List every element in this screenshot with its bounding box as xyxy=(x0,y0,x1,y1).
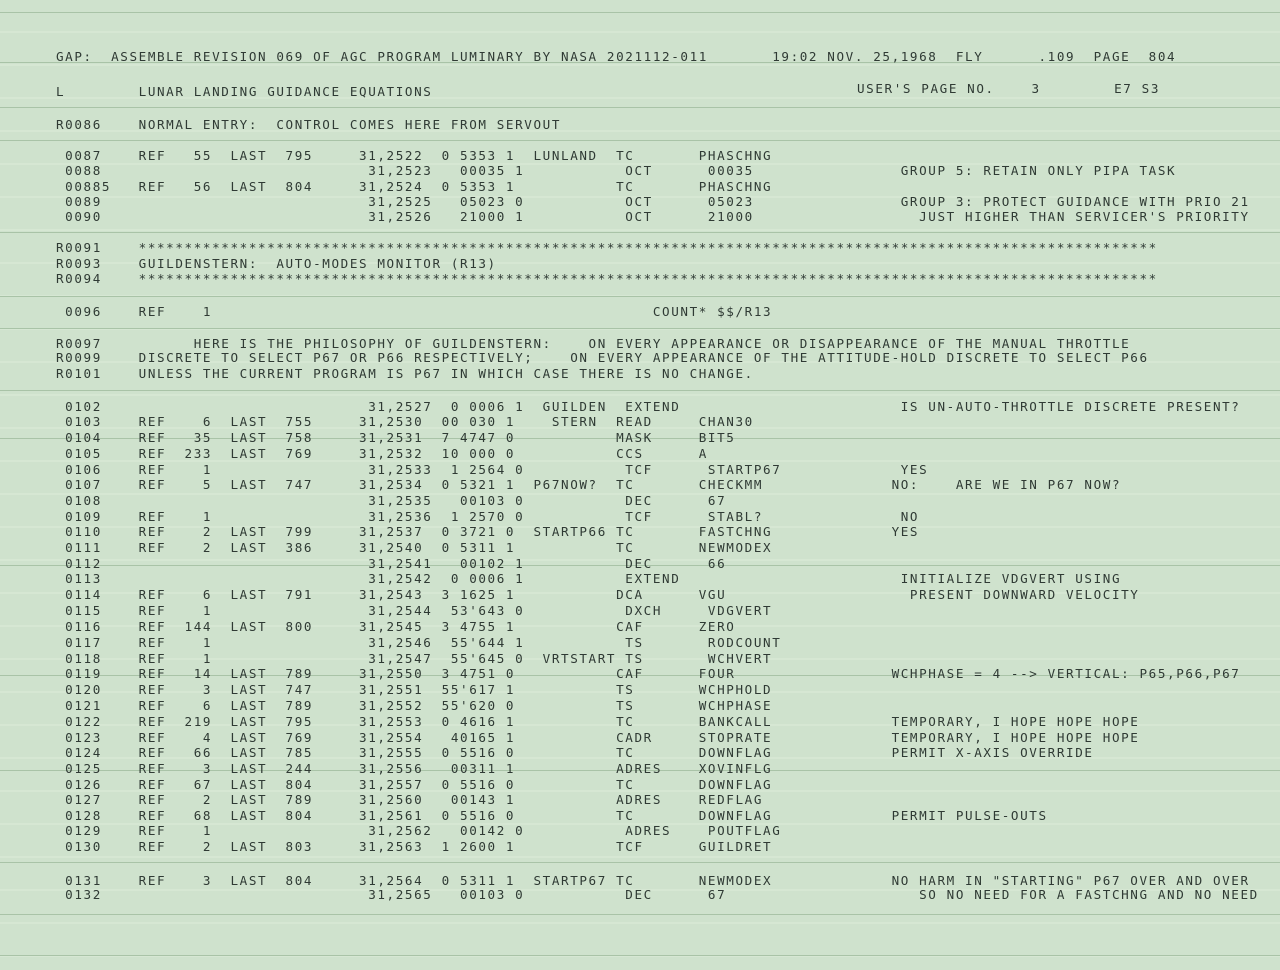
rule-line xyxy=(0,390,1280,391)
listing-line: 0125 REF 3 LAST 244 31,2556 00311 1 ADRES XOVINFLG xyxy=(56,761,773,776)
listing-line: 0102 31,2527 0 0006 1 GUILDEN EXTEND IS UN-AUTO-THROTTLE DISCRETE PRESENT? xyxy=(56,399,1241,414)
listing-line: 0119 REF 14 LAST 789 31,2550 3 4751 0 CAF FOUR WCHPHASE = 4 --> VERTICAL: P65,P66,P67 xyxy=(56,666,1241,681)
listing-line: 0131 REF 3 LAST 804 31,2564 0 5311 1 STARTP67 TC NEWMODEX NO HARM IN "STARTING" P67 OVER AND OVER xyxy=(56,873,1250,888)
rule-line xyxy=(0,328,1280,329)
listing-line: 0096 REF 1 COUNT* $$/R13 xyxy=(56,304,773,319)
rule-line xyxy=(0,107,1280,108)
rule-line xyxy=(0,140,1280,141)
listing-line: 0132 31,2565 00103 0 DEC 67 SO NO NEED FOR A FASTCHNG AND NO NEED xyxy=(56,887,1259,902)
listing-line: 0110 REF 2 LAST 799 31,2537 0 3721 0 STARTP66 TC FASTCHNG YES xyxy=(56,524,920,539)
listing-line: 0089 31,2525 05023 0 OCT 05023 GROUP 3: PROTECT GUIDANCE WITH PRIO 21 xyxy=(56,194,1250,209)
listing-line: 0118 REF 1 31,2547 55'645 0 VRTSTART TS WCHVERT xyxy=(56,651,773,666)
rule-line xyxy=(0,12,1280,13)
listing-line: 0121 REF 6 LAST 789 31,2552 55'620 0 TS WCHPHASE xyxy=(56,698,773,713)
listing-line: R0094 *************************************************************************************************************** xyxy=(56,271,1158,286)
listing-line: 0108 31,2535 00103 0 DEC 67 xyxy=(56,493,727,508)
listing-line: 00885 REF 56 LAST 804 31,2524 0 5353 1 TC PHASCHNG xyxy=(56,179,773,194)
rule-line xyxy=(0,862,1280,863)
listing-line: 0128 REF 68 LAST 804 31,2561 0 5516 0 TC DOWNFLAG PERMIT PULSE-OUTS xyxy=(56,808,1048,823)
rule-line xyxy=(0,955,1280,956)
listing-line: R0091 *************************************************************************************************************** xyxy=(56,240,1158,255)
listing-line: 0105 REF 233 LAST 769 31,2532 10 000 0 CCS A xyxy=(56,446,708,461)
page-header: GAP: ASSEMBLE REVISION 069 OF AGC PROGRAM LUMINARY BY NASA 2021112-011 19:02 NOV. 25,1968 FLY .109 PAGE 804 xyxy=(56,49,1177,64)
listing-line: R0101 UNLESS THE CURRENT PROGRAM IS P67 IN WHICH CASE THERE IS NO CHANGE. xyxy=(56,366,754,381)
listing-line: 0106 REF 1 31,2533 1 2564 0 TCF STARTP67 YES xyxy=(56,462,929,477)
listing-line: 0122 REF 219 LAST 795 31,2553 0 4616 1 TC BANKCALL TEMPORARY, I HOPE HOPE HOPE xyxy=(56,714,1140,729)
listing-line: 0115 REF 1 31,2544 53'643 0 DXCH VDGVERT xyxy=(56,603,773,618)
listing-line: 0124 REF 66 LAST 785 31,2555 0 5516 0 TC DOWNFLAG PERMIT X-AXIS OVERRIDE xyxy=(56,745,1094,760)
listing-line: 0114 REF 6 LAST 791 31,2543 3 1625 1 DCA VGU PRESENT DOWNWARD VELOCITY xyxy=(56,587,1140,602)
listing-line: 0087 REF 55 LAST 795 31,2522 0 5353 1 LUNLAND TC PHASCHNG xyxy=(56,148,773,163)
listing-line: R0097 HERE IS THE PHILOSOPHY OF GUILDENSTERN: ON EVERY APPEARANCE OR DISAPPEARANCE OF THE MANUAL THROTTLE xyxy=(56,336,1131,351)
listing-line: 0111 REF 2 LAST 386 31,2540 0 5311 1 TC NEWMODEX xyxy=(56,540,773,555)
listing-line: 0088 31,2523 00035 1 OCT 00035 GROUP 5: RETAIN ONLY PIPA TASK xyxy=(56,163,1177,178)
listing-line: 0116 REF 144 LAST 800 31,2545 3 4755 1 CAF ZERO xyxy=(56,619,736,634)
listing-line: 0130 REF 2 LAST 803 31,2563 1 2600 1 TCF GUILDRET xyxy=(56,839,773,854)
listing-line: 0120 REF 3 LAST 747 31,2551 55'617 1 TS WCHPHOLD xyxy=(56,682,773,697)
listing-line: R0093 GUILDENSTERN: AUTO-MODES MONITOR (R13) xyxy=(56,256,497,271)
listing-line: 0129 REF 1 31,2562 00142 0 ADRES POUTFLAG xyxy=(56,823,782,838)
listing-line: 0126 REF 67 LAST 804 31,2557 0 5516 0 TC DOWNFLAG xyxy=(56,777,773,792)
listing-line: 0103 REF 6 LAST 755 31,2530 00 030 1 STERN READ CHAN30 xyxy=(56,414,754,429)
rule-line xyxy=(0,296,1280,297)
rule-line xyxy=(0,914,1280,915)
listing-line: 0090 31,2526 21000 1 OCT 21000 JUST HIGHER THAN SERVICER'S PRIORITY xyxy=(56,209,1250,224)
user-page-number: USER'S PAGE NO. 3 E7 S3 xyxy=(857,81,1161,96)
listing-line: 0112 31,2541 00102 1 DEC 66 xyxy=(56,556,727,571)
listing-line: 0107 REF 5 LAST 747 31,2534 0 5321 1 P67NOW? TC CHECKMM NO: ARE WE IN P67 NOW? xyxy=(56,477,1122,492)
listing-line: 0117 REF 1 31,2546 55'644 1 TS RODCOUNT xyxy=(56,635,782,650)
listing-line: R0099 DISCRETE TO SELECT P67 OR P66 RESPECTIVELY; ON EVERY APPEARANCE OF THE ATTITUDE-HOLD DISCRETE TO SELECT P66 xyxy=(56,350,1149,365)
listing-line: R0086 NORMAL ENTRY: CONTROL COMES HERE FROM SERVOUT xyxy=(56,117,562,132)
listing-line: 0113 31,2542 0 0006 1 EXTEND INITIALIZE VDGVERT USING xyxy=(56,571,1122,586)
rule-line xyxy=(0,232,1280,233)
section-title: L LUNAR LANDING GUIDANCE EQUATIONS xyxy=(56,84,433,99)
listing-line: 0127 REF 2 LAST 789 31,2560 00143 1 ADRES REDFLAG xyxy=(56,792,764,807)
listing-line: 0123 REF 4 LAST 769 31,2554 40165 1 CADR STOPRATE TEMPORARY, I HOPE HOPE HOPE xyxy=(56,730,1140,745)
listing-line: 0104 REF 35 LAST 758 31,2531 7 4747 0 MASK BIT5 xyxy=(56,430,736,445)
listing-line: 0109 REF 1 31,2536 1 2570 0 TCF STABL? NO xyxy=(56,509,920,524)
